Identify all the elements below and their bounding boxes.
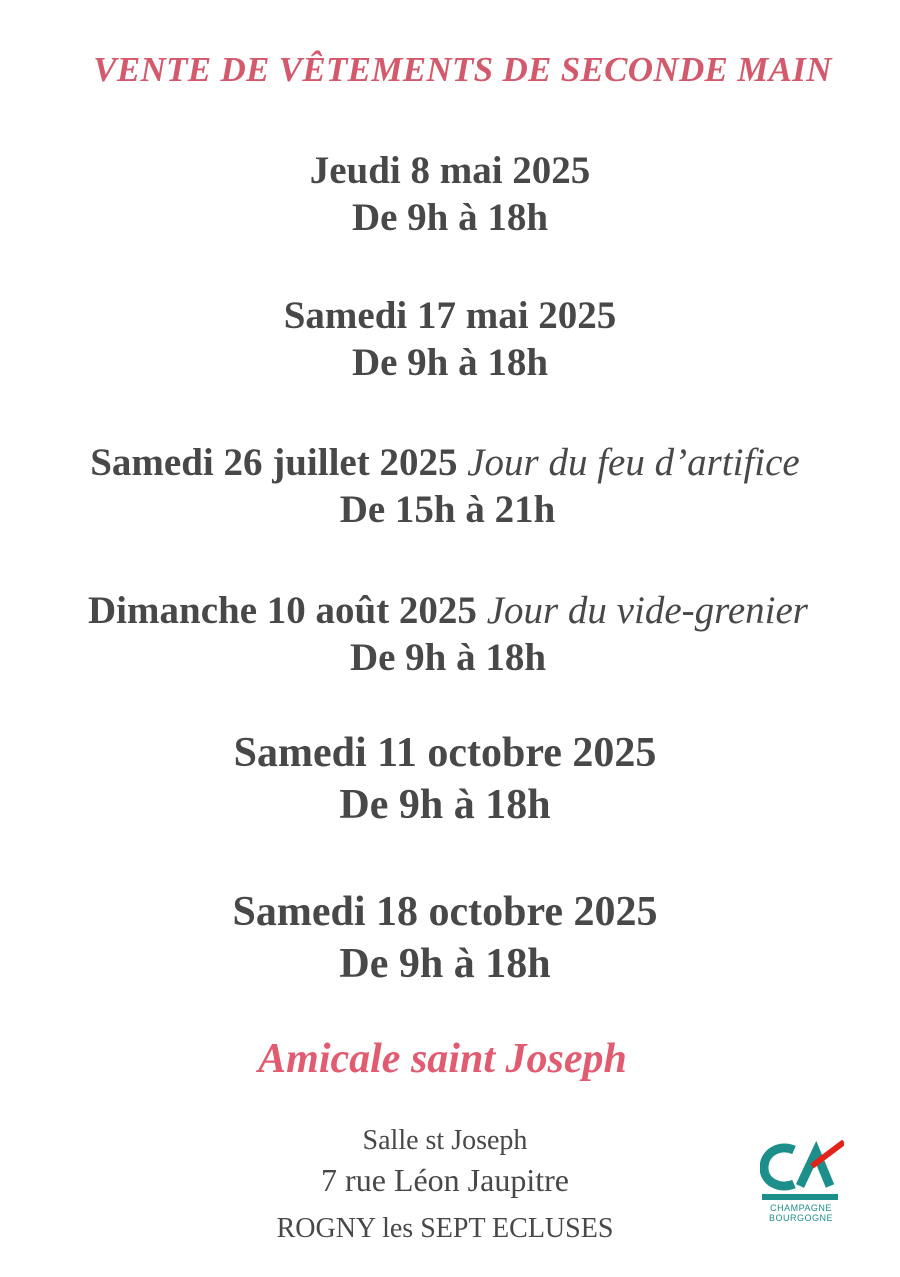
event-item bbox=[0, 292, 900, 386]
logo-caption bbox=[752, 1203, 850, 1223]
event-item bbox=[0, 147, 900, 241]
address-street: 7 rue Léon Jaupitre bbox=[321, 1162, 569, 1198]
address-venue: Salle st Joseph bbox=[362, 1125, 528, 1156]
event-item bbox=[0, 587, 898, 681]
event-item bbox=[0, 727, 895, 831]
event-date: Samedi 11 octobre 2025 bbox=[233, 730, 657, 776]
event-hours: De 15h à 21h bbox=[339, 488, 556, 531]
event-hours: De 9h à 18h bbox=[349, 636, 547, 679]
logo-line2: BOURGOGNE bbox=[768, 1213, 833, 1223]
event-date: Dimanche 10 août 2025 bbox=[88, 589, 477, 632]
event-date: Samedi 18 octobre 2025 bbox=[232, 889, 658, 935]
event-date-line bbox=[0, 587, 898, 634]
logo-line1: CHAMPAGNE bbox=[770, 1203, 832, 1213]
event-hours: De 9h à 18h bbox=[351, 196, 549, 239]
event-date: Jeudi 8 mai 2025 bbox=[309, 149, 591, 192]
event-hours: De 9h à 18h bbox=[339, 782, 551, 828]
event-note: Jour du feu d’artifice bbox=[467, 441, 800, 484]
event-item bbox=[0, 886, 895, 990]
event-date: Samedi 17 mai 2025 bbox=[283, 294, 617, 337]
event-date: Samedi 26 juillet 2025 bbox=[90, 441, 458, 484]
event-hours: De 9h à 18h bbox=[339, 941, 551, 987]
event-note: Jour du vide-grenier bbox=[486, 589, 808, 632]
organizer-name: Amicale saint Joseph bbox=[258, 1036, 627, 1082]
event-item bbox=[0, 439, 895, 533]
address-city: ROGNY les SEPT ECLUSES bbox=[276, 1213, 614, 1244]
page-title: VENTE DE VÊTEMENTS DE SECONDE MAIN bbox=[93, 50, 832, 89]
event-hours: De 9h à 18h bbox=[351, 341, 549, 384]
event-date-line bbox=[0, 439, 895, 486]
logo-mark bbox=[760, 1140, 844, 1200]
